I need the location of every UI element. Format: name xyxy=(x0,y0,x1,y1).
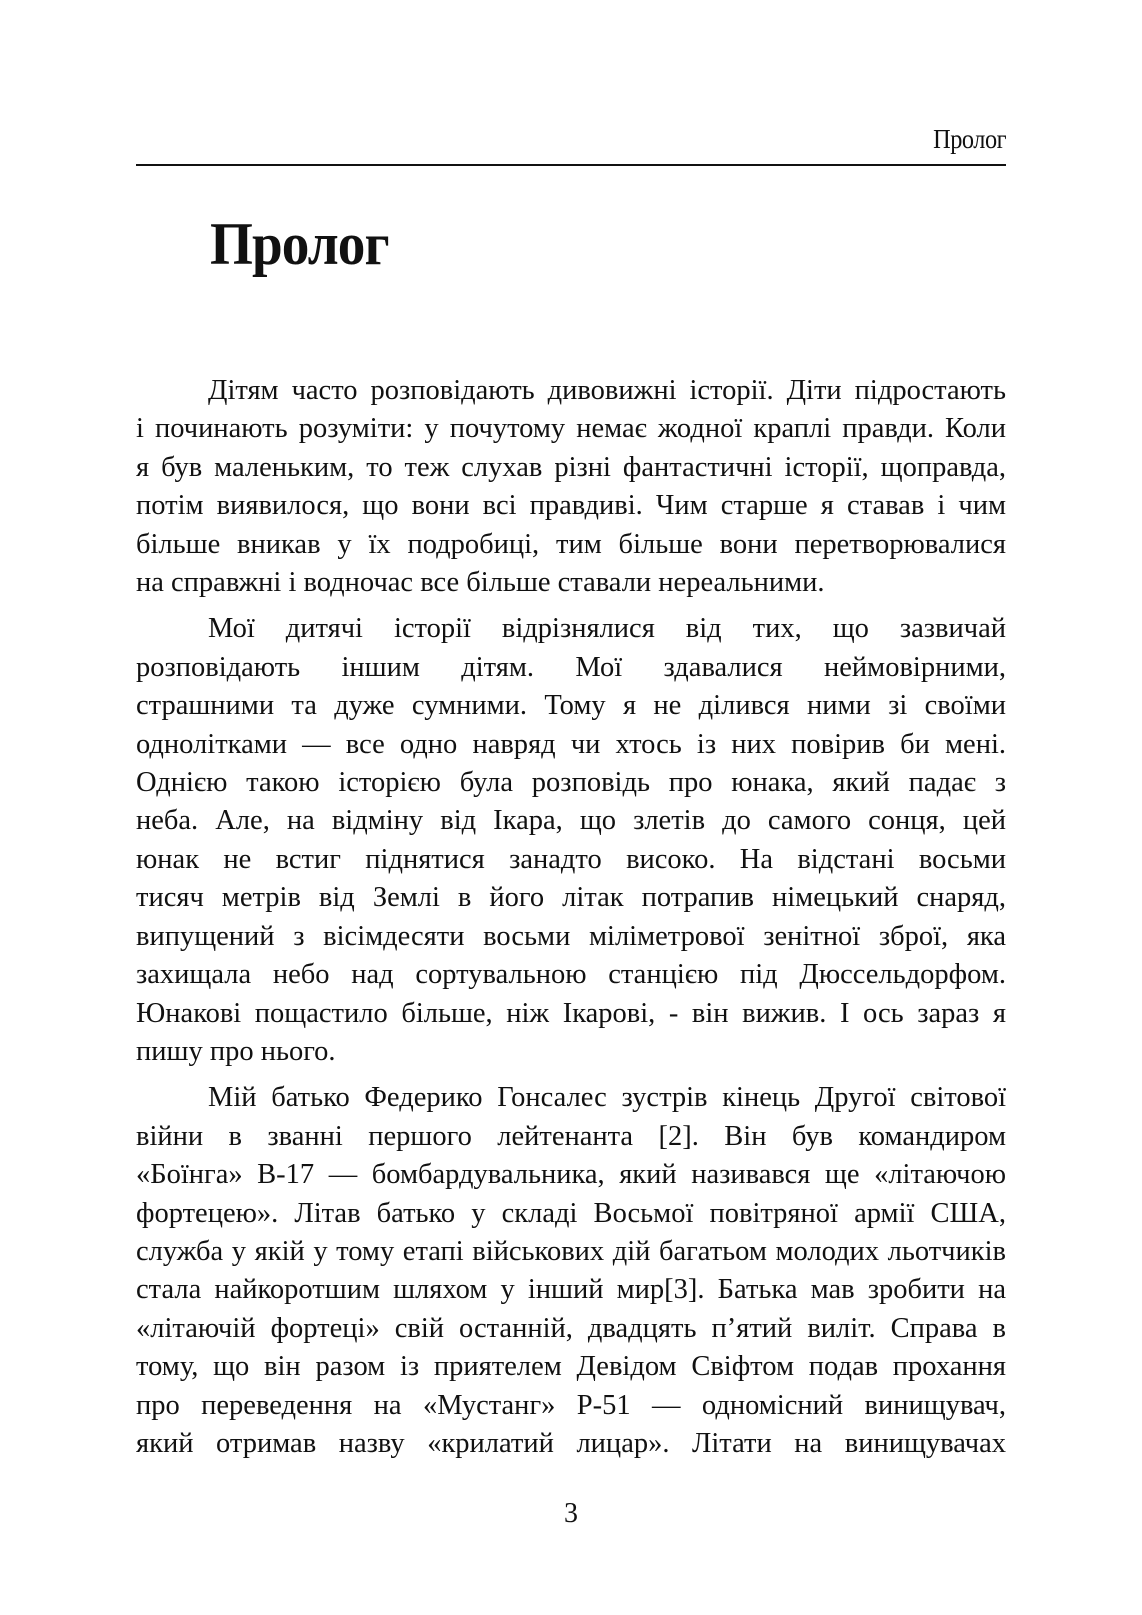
text-line: фортецею». Літав батько у складі Восьмої повітряної армії США, xyxy=(136,1197,1006,1229)
running-header xyxy=(136,118,1006,166)
text-line: юнак не встиг піднятися занадто високо. На відстані восьми xyxy=(136,843,1006,875)
chapter-title: Пролог xyxy=(210,211,389,277)
text-line: страшними та дуже сумними. Тому я не ділився ними зі своїми xyxy=(136,690,1006,722)
text-line: Юнакові пощастило більше, ніж Ікарові, - він вижив. І ось зараз я xyxy=(136,997,1006,1029)
text-line: розповідають іншим дітям. Мої здавалися неймовірними, xyxy=(136,651,1006,683)
text-line: про переведення на «Мустанг» P-51 — одномісний винищувач, xyxy=(136,1389,1006,1421)
body-text xyxy=(136,372,1006,1471)
text-line: захищала небо над сортувальною станцією під Дюссельдорфом. xyxy=(136,959,1006,991)
text-line: неба. Але, на відміну від Ікара, що злетів до самого сонця, цей xyxy=(136,805,1006,837)
text-line: стала найкоротшим шляхом у інший мир[3]. Батька мав зробити на xyxy=(136,1274,1006,1306)
text-line: служба у якій у тому етапі військових дій багатьом молодих льотчиків xyxy=(136,1235,1006,1267)
text-line: однолітками — все одно навряд чи хтось із них повірив би мені. xyxy=(136,728,1006,760)
paragraph-1 xyxy=(136,372,1006,602)
page-number: 3 xyxy=(564,1498,578,1529)
text-line: і починають розуміти: у почутому немає жодної краплі правди. Коли xyxy=(136,413,1006,445)
text-line: тисяч метрів від Землі в його літак потрапив німецький снаряд, xyxy=(136,882,1006,914)
text-line: «літаючій фортеці» свій останній, двадцять п’ятий виліт. Справа в xyxy=(136,1312,1006,1344)
paragraph-3 xyxy=(136,1079,1006,1463)
text-line: який отримав назву «крилатий лицар». Літати на винищувачах xyxy=(136,1427,1006,1459)
text-line: Мій батько Федерико Гонсалес зустрів кінець Другої світової xyxy=(208,1082,1006,1114)
text-line: я був маленьким, то теж слухав різні фантастичні історії, щоправда, xyxy=(136,451,1006,483)
text-line: більше вникав у їх подробиці, тим більше вони перетворювалися xyxy=(136,528,1006,560)
text-line: потім виявилося, що вони всі правдиві. Чим старше я ставав і чим xyxy=(136,490,1006,522)
text-line: «Боїнга» B-17 — бомбардувальника, який називався ще «літаючою xyxy=(136,1159,1006,1191)
text-line: Мої дитячі історії відрізнялися від тих, що зазвичай xyxy=(208,613,1006,645)
text-line: пишу про нього. xyxy=(136,1035,336,1067)
paragraph-2 xyxy=(136,610,1006,1071)
running-header-title: Пролог xyxy=(932,124,1006,154)
text-line: тому, що він разом із приятелем Девідом Свіфтом подав прохання xyxy=(136,1351,1006,1383)
text-line: випущений з вісімдесяти восьми міліметрової зенітної зброї, яка xyxy=(136,920,1006,952)
text-line: війни в званні першого лейтенанта [2]. Він був командиром xyxy=(136,1120,1006,1152)
text-line: Однією такою історією була розповідь про юнака, який падає з xyxy=(136,767,1006,799)
text-line: на справжні і водночас все більше ставали нереальними. xyxy=(136,567,825,599)
text-line: Дітям часто розповідають дивовижні історії. Діти підростають xyxy=(208,375,1006,406)
header-rule xyxy=(136,164,1006,166)
